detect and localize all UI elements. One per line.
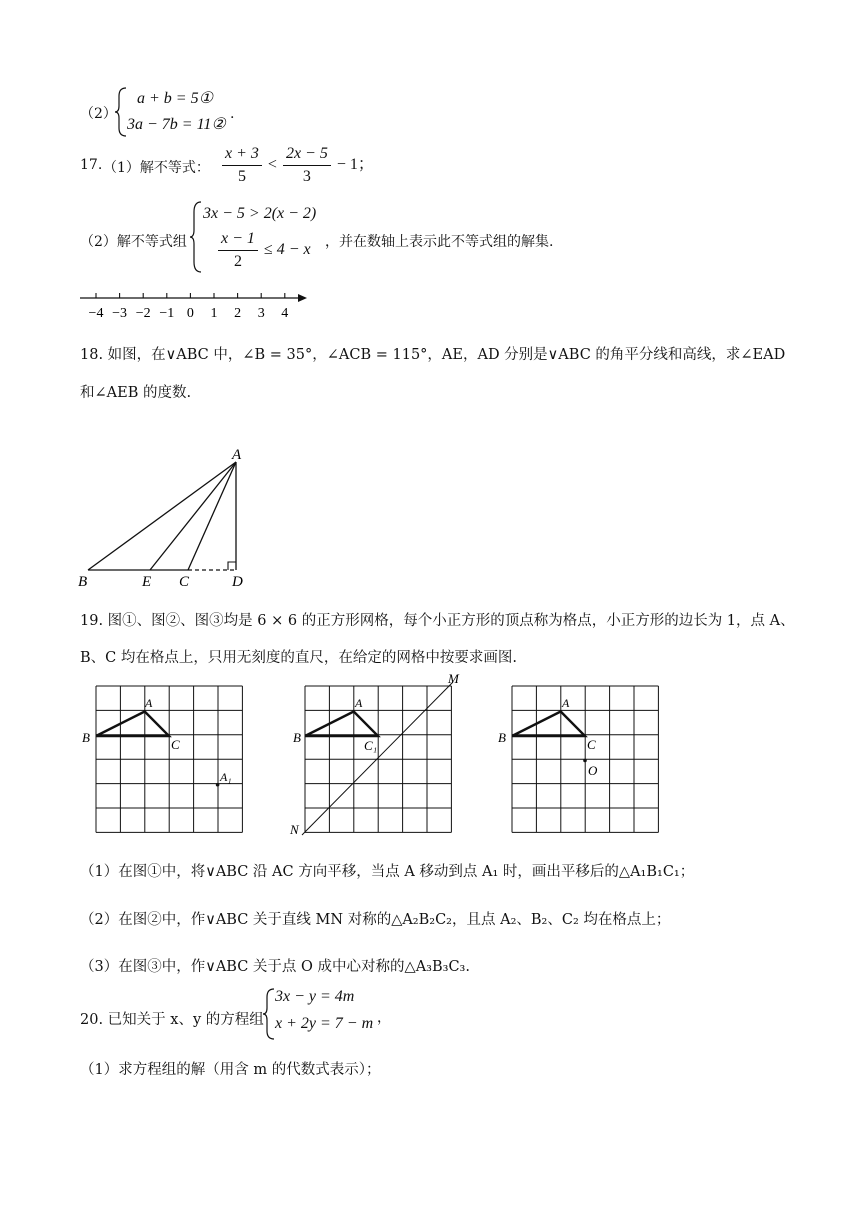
q16-equation-1: a + b = 5① — [137, 90, 213, 107]
number-line-label: 1 — [210, 306, 218, 321]
q17-frac2-denominator: 3 — [302, 168, 311, 185]
grid1-label-B: B — [82, 730, 90, 745]
q17-system-line-2 — [216, 228, 311, 273]
grid1-label-A1: A₁ — [220, 770, 232, 784]
line-MN — [302, 682, 453, 835]
q17-inequality — [220, 143, 374, 188]
label-D: D — [232, 574, 243, 590]
grid3-label-C: C — [587, 737, 596, 752]
point-O — [583, 759, 587, 763]
number-line-label: −3 — [112, 306, 128, 321]
q20-brace — [262, 987, 276, 1041]
q17-frac1-numerator: x + 3 — [222, 143, 262, 166]
triangle-ABC — [96, 712, 169, 737]
q17-part1-end: ； — [357, 156, 374, 174]
segment-AB — [88, 462, 236, 570]
grid2-label-C1: C₁ — [364, 738, 378, 753]
q17-frac1-denominator: 5 — [237, 168, 246, 185]
number-line-label: 3 — [257, 306, 265, 321]
q18-question-line-2: 和∠AEB 的度数. — [80, 385, 192, 401]
q17-number-line — [78, 288, 310, 322]
label-E: E — [142, 574, 152, 590]
number-line-label: −4 — [88, 306, 104, 321]
grid2-label-N: N — [290, 822, 299, 837]
q16-end-mark: . — [230, 106, 235, 122]
q17-system-fraction — [218, 228, 258, 273]
q17-brace — [188, 200, 204, 274]
label-B: B — [78, 574, 88, 590]
q20-equation-1: 3x − y = 4m — [275, 988, 355, 1005]
q20-end-mark: ， — [377, 1010, 391, 1026]
q17-system-rhs: ≤ 4 − x — [263, 241, 311, 259]
triangle-ABC — [305, 712, 378, 737]
number-line-label: 2 — [234, 306, 242, 321]
q20-part1: （1）求方程组的解（用含 m 的代数式表示）； — [80, 1062, 381, 1078]
grid3-label-O: O — [588, 763, 598, 778]
number-line-label: −2 — [135, 306, 151, 321]
q16-equation-2: 3a − 7b = 11② — [127, 116, 226, 133]
q17-minus-one: − 1 — [336, 156, 358, 174]
q17-part1-label: （1）解不等式： — [103, 160, 210, 176]
triangle-ABC — [512, 712, 585, 737]
q17-less-than: < — [267, 156, 277, 174]
segment-AC — [188, 462, 236, 570]
q18-triangle-figure — [70, 440, 260, 590]
right-angle-mark — [228, 562, 236, 570]
q19-question-line-1: 19. 图①、图②、图③均是 6 × 6 的正方形网格，每个小正方形的顶点称为格点，小正方形的边长为 1，点 A、 — [80, 613, 795, 629]
grid1-label-A: A — [145, 696, 153, 710]
q19-grid-figure-3 — [495, 680, 665, 840]
number-line-label: 4 — [281, 306, 289, 321]
q17-frac2-numerator: 2x − 5 — [283, 143, 331, 166]
q20-equation-2: x + 2y = 7 − m — [275, 1015, 374, 1032]
q16-part2-label: （2） — [80, 106, 117, 122]
q18-question-line-1: 18. 如图，在∨ABC 中，∠B = 35°，∠ACB = 115°，AE，AD 分别是∨ABC 的角平分线和高线，求∠EAD — [80, 347, 786, 363]
q17-system-numerator: x − 1 — [218, 228, 258, 251]
q19-part1: （1）在图①中，将∨ABC 沿 AC 方向平移，当点 A 移动到点 A₁ 时，画出平移后的△A₁B₁C₁； — [80, 864, 695, 880]
q17-part2-label: （2）解不等式组 — [80, 234, 187, 250]
point-A1 — [216, 783, 220, 787]
q19-part3: （3）在图③中，作∨ABC 关于点 O 成中心对称的△A₃B₃C₃. — [80, 959, 470, 975]
q20-intro: 20. 已知关于 x、y 的方程组 — [80, 1012, 264, 1028]
grid1-label-C: C — [171, 737, 180, 752]
q17-system-line-1: 3x − 5 > 2(x − 2) — [203, 205, 317, 222]
label-C: C — [179, 574, 190, 590]
grid2-label-A: A — [355, 696, 363, 710]
q17-fraction-2 — [283, 143, 331, 188]
q17-number: 17. — [80, 157, 103, 173]
number-line-label: −1 — [159, 306, 175, 321]
q19-grid-figure-1 — [80, 680, 250, 840]
grid3-label-B: B — [498, 730, 506, 745]
grid3-label-A: A — [562, 696, 570, 710]
label-A: A — [232, 447, 242, 463]
q19-grid-figure-2 — [288, 670, 473, 840]
q17-system-denominator: 2 — [233, 253, 242, 270]
q19-question-line-2: B、C 均在格点上，只用无刻度的直尺，在给定的网格中按要求画图. — [80, 650, 517, 666]
q17-fraction-1 — [222, 143, 262, 188]
arrow-right-icon — [298, 294, 307, 302]
grid2-label-M: M — [448, 671, 459, 686]
grid2-label-B: B — [293, 730, 301, 745]
q19-part2: （2）在图②中，作∨ABC 关于直线 MN 对称的△A₂B₂C₂，且点 A₂、B₂、C₂ 均在格点上； — [80, 912, 671, 928]
q17-part2-tail: ，并在数轴上表示此不等式组的解集. — [325, 234, 554, 250]
number-line-label: 0 — [186, 306, 194, 321]
